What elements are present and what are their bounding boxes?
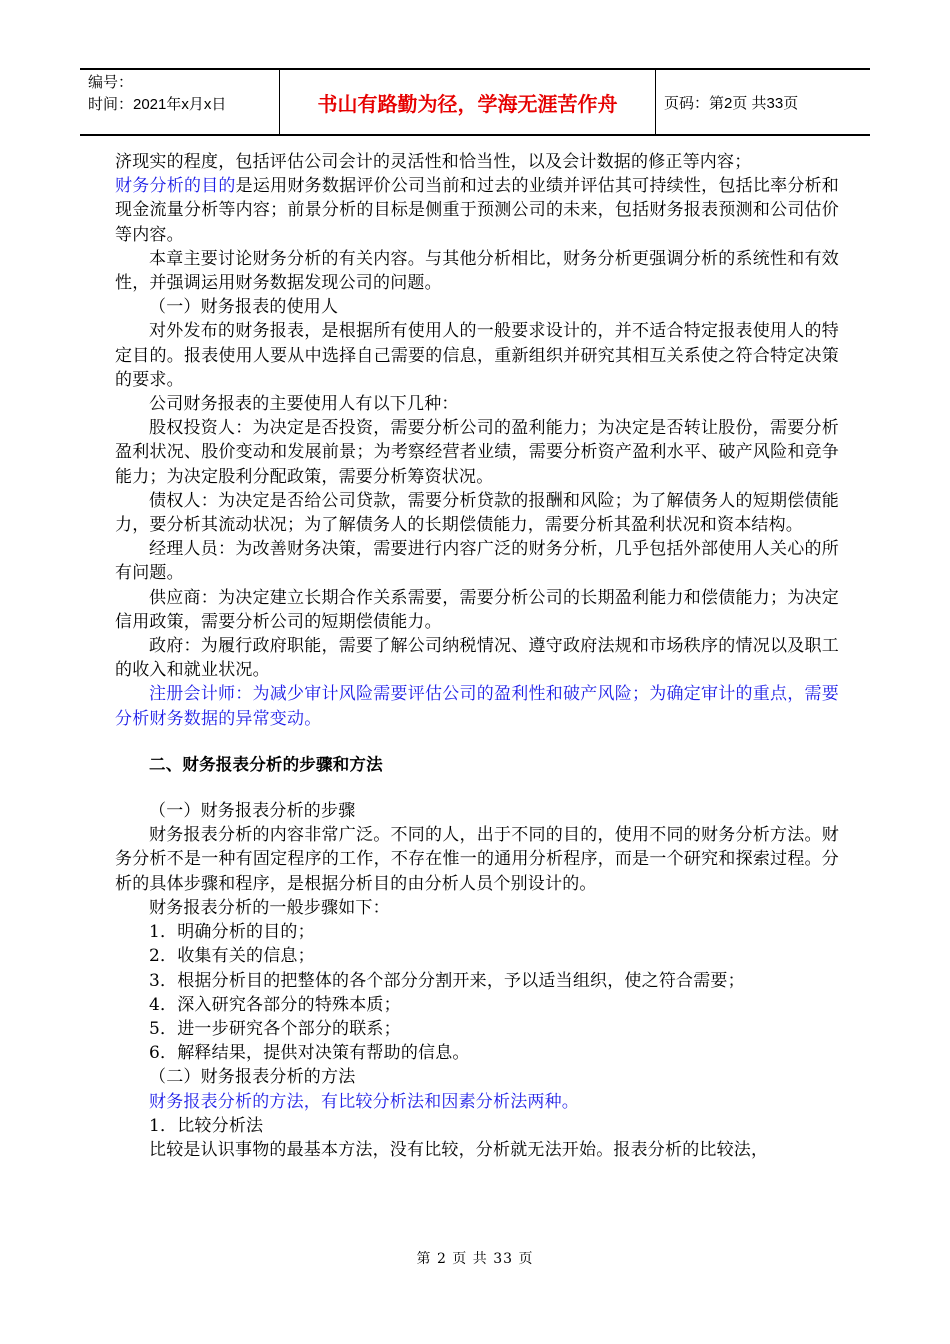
- paragraph: 经理人员：为改善财务决策，需要进行内容广泛的财务分析，几乎包括外部使用人关心的所有问题。: [115, 539, 839, 584]
- list-item: 4．深入研究各部分的特殊本质；: [149, 994, 401, 1015]
- subheading: （一）财务报表的使用人: [149, 297, 339, 318]
- highlight-term: 财务分析的目的: [115, 176, 236, 197]
- list-item: 2．收集有关的信息；: [149, 946, 315, 967]
- subheading: （一）财务报表分析的步骤: [149, 801, 356, 822]
- list-item: 6．解释结果，提供对决策有帮助的信息。: [149, 1043, 470, 1064]
- paragraph: 比较是认识事物的最基本方法，没有比较，分析就无法开始。报表分析的比较法，: [149, 1139, 769, 1160]
- list-item: 1．明确分析的目的；: [149, 922, 315, 943]
- header-motto: 书山有路勤为径，学海无涯苦作舟: [280, 70, 656, 134]
- time-label: 时间：2021年x月x日: [88, 96, 227, 113]
- paragraph: 债权人：为决定是否给公司贷款，需要分析贷款的报酬和风险；为了解债务人的短期偿债能力，要分析其流动状况；为了解债务人的长期偿债能力，需要分析其盈利状况和资本结构。: [115, 490, 839, 536]
- number-label: 编号：: [88, 74, 134, 91]
- paragraph: 对外发布的财务报表，是根据所有使用人的一般要求设计的，并不适合特定报表使用人的特定目的。报表使用人要从中选择自己需要的信息，重新组织并研究其相互关系使之符合特定决策的要求。: [115, 321, 839, 390]
- paragraph: 公司财务报表的主要使用人有以下几种：: [149, 394, 459, 415]
- page-footer: 第 2 页 共 33 页: [416, 1251, 534, 1267]
- list-item: 3．根据分析目的把整体的各个部分分割开来，予以适当组织，使之符合需要；: [149, 970, 745, 991]
- subheading: 1．比较分析法: [149, 1115, 264, 1136]
- list-item: 5．进一步研究各个部分的联系；: [149, 1018, 401, 1039]
- header-meta: [80, 70, 280, 134]
- paragraph: 政府：为履行政府职能，需要了解公司纳税情况、遵守政府法规和市场秩序的情况以及职工的收入和就业状况。: [115, 636, 839, 681]
- paragraph: 财务报表分析的一般步骤如下：: [149, 897, 390, 918]
- highlighted-paragraph: 财务报表分析的方法，有比较分析法和因素分析法两种。: [149, 1091, 579, 1112]
- paragraph: 本章主要讨论财务分析的有关内容。与其他分析相比，财务分析更强调分析的系统性和有效性，并强调运用财务数据发现公司的问题。: [115, 248, 839, 294]
- subheading: （二）财务报表分析的方法: [149, 1067, 356, 1088]
- paragraph: 财务分析的目的是运用财务数据评价公司当前和过去的业绩并评估其可持续性，包括比率分析和现金流量分析等内容；前景分析的目标是侧重于预测公司的未来，包括财务报表预测和公司估价等内容。: [115, 176, 839, 245]
- header-page-code: 页码：第2页 共33页: [664, 94, 799, 112]
- highlighted-paragraph: 注册会计师：为减少审计风险需要评估公司的盈利性和破产风险；为确定审计的重点，需要分析财务数据的异常变动。: [115, 684, 839, 729]
- section-heading: 二、财务报表分析的步骤和方法: [149, 754, 383, 774]
- paragraph: 供应商：为决定建立长期合作关系需要，需要分析公司的长期盈利能力和偿债能力；为决定信用政策，需要分析公司的短期偿债能力。: [115, 587, 839, 632]
- paragraph: 财务报表分析的内容非常广泛。不同的人，出于不同的目的，使用不同的财务分析方法。财务分析不是一种有固定程序的工作，不存在惟一的通用分析程序，而是一个研究和探索过程。分析的具体步骤和程序，是根据分析目的由分析人员个别设计的。: [115, 825, 839, 894]
- paragraph: 股权投资人：为决定是否投资，需要分析公司的盈利能力；为决定是否转让股份，需要分析盈利状况、股价变动和发展前景；为考察经营者业绩，需要分析资产盈利水平、破产风险和竞争能力；为决定股利分配政策，需要分析筹资状况。: [115, 418, 839, 487]
- paragraph: 济现实的程度，包括评估公司会计的灵活性和恰当性，以及会计数据的修正等内容；: [115, 152, 752, 172]
- page-header: [80, 68, 870, 136]
- document-body: [115, 150, 839, 1162]
